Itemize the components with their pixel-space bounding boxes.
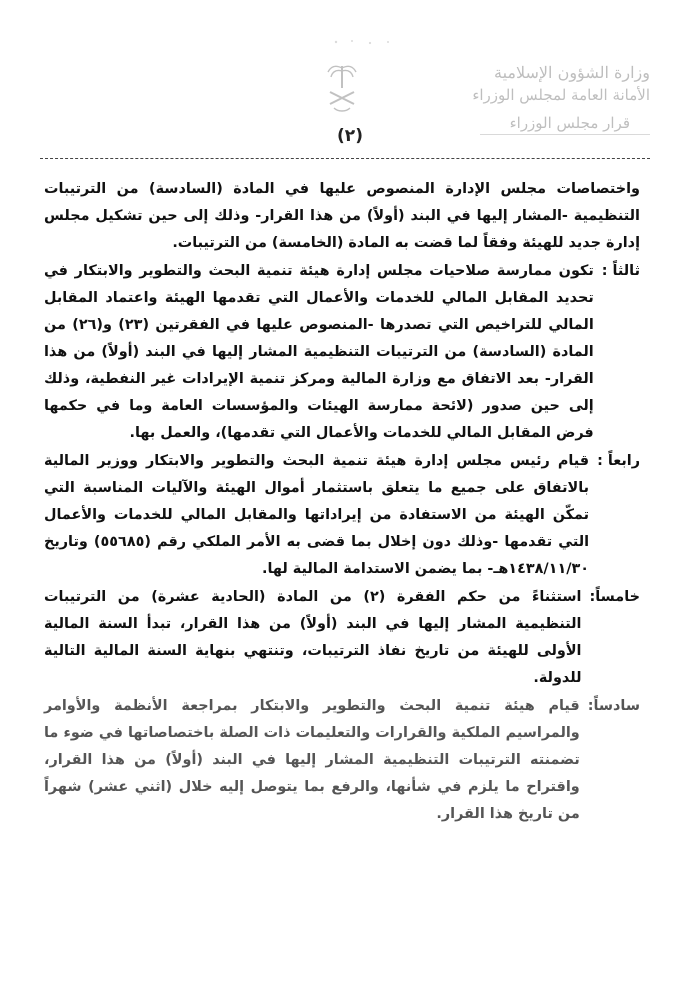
clause-sixth xyxy=(44,693,640,828)
page-number: (٢) xyxy=(337,126,363,146)
clause-label: خامساً: xyxy=(589,589,640,605)
clause-third xyxy=(44,258,640,447)
clause-fifth xyxy=(44,584,640,692)
letterhead-line2: الأمانة العامة لمجلس الوزراء xyxy=(472,86,650,104)
clause-label: رابعاً : xyxy=(597,453,640,469)
letterhead-line1: وزارة الشؤون الإسلامية xyxy=(493,63,650,82)
clause-text: تكون ممارسة صلاحيات مجلس إدارة هيئة تنمية البحث والتطوير والابتكار في تحديد المقابل المالي للخدمات والأعمال التي تقدمها الهيئة واعتماد المقابل المالي للتراخيص التي تصدرها -المنصوص عليها في الفقرتين (٢٣) و(٢٦) من المادة (السادسة) من الترتيبات التنظيمية المشار إليها في البند (أولاً) من هذا القرار- بعد الاتفاق مع وزارة المالية ومركز تنمية الإيرادات غير النفطية، وذلك إلى حين صدور (لائحة ممارسة الهيئات والمؤسسات العامة وما في حكمها فرض المقابل المالي للخدمات والأعمال التي تقدمها)، والعمل بها. xyxy=(44,263,594,441)
palm-swords-emblem-icon xyxy=(322,58,362,118)
clause-text: قيام هيئة تنمية البحث والتطوير والابتكار بمراجعة الأنظمة والأوامر والمراسيم الملكية والقرارات والتعليمات ذات الصلة باختصاصاتها في ضوء ما تضمنته الترتيبات التنظيمية المشار إليها في البند (أولاً) من هذا القرار، واقتراح ما يلزم في شأنها، والرفع بما يتوصل إليه خلال (اثني عشر) شهراً من تاريخ هذا القرار. xyxy=(44,698,580,822)
document-body xyxy=(44,176,640,828)
header-divider xyxy=(40,158,650,159)
scan-artifact xyxy=(330,32,400,42)
clause-text: استثناءً من حكم الفقرة (٢) من المادة (الحادية عشرة) من الترتيبات التنظيمية المشار إليها في البند (أولاً) من هذا القرار، تبدأ السنة المالية الأولى للهيئة من تاريخ نفاذ الترتيبات، وتنتهي بنهاية السنة المالية التالية للدولة. xyxy=(44,589,582,686)
clause-label: سادساً: xyxy=(587,698,640,714)
letterhead-line3: قرار مجلس الوزراء xyxy=(480,112,650,135)
letterhead xyxy=(460,62,650,135)
continuation-paragraph: واختصاصات مجلس الإدارة المنصوص عليها في المادة (السادسة) من الترتيبات التنظيمية -المشار إليها في البند (أولاً) من هذا القرار- وذلك إلى حين تشكيل مجلس إدارة جديد للهيئة وفقاً لما قضت به المادة (الخامسة) من الترتيبات. xyxy=(44,181,640,251)
clause-text: قيام رئيس مجلس إدارة هيئة تنمية البحث والتطوير والابتكار ووزير المالية بالاتفاق على جميع ما يتعلق باستثمار أموال الهيئة والآليات المناسبة التي تمكّن الهيئة من الاستفادة من إيراداتها والمقابل المالي للخدمات والأعمال التي تقدمها -وذلك دون إخلال بما قضى به الأمر الملكي رقم (٥٥٦٨٥) وتاريخ ١٤٣٨/١١/٣٠هـ- بما يضمن الاستدامة المالية لها. xyxy=(44,453,590,577)
clause-fourth xyxy=(44,448,640,583)
clause-label: ثالثاً : xyxy=(601,263,640,279)
